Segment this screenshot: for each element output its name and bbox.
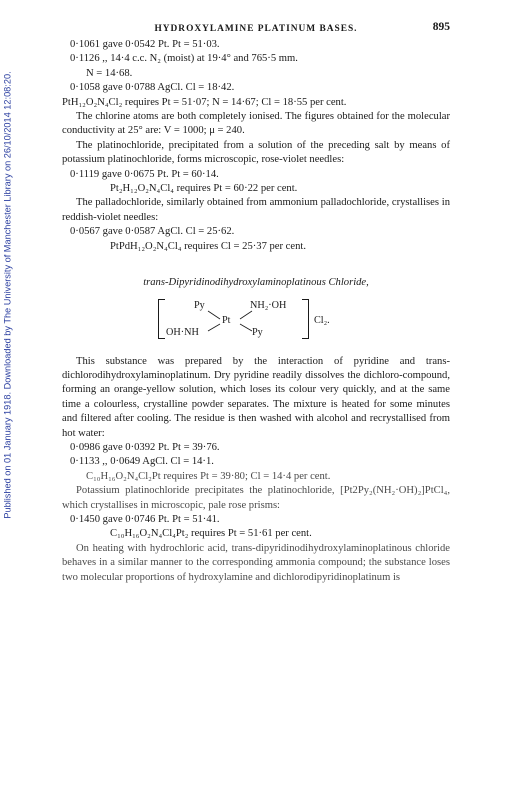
analysis-line: N = 14·68. bbox=[86, 67, 133, 79]
pyridine-top: Py bbox=[194, 299, 205, 311]
pyridine-bottom: Py bbox=[252, 326, 263, 338]
section-heading: trans-Dipyridinodihydroxylaminoplatinous Chloride, bbox=[143, 277, 369, 289]
paragraph: Potassium platinochloride precipitates the platinochloride, [Pt2Py₂(NH₂·OH)₂]PtCl₄, which crystallises in microscopic, pale rose prisms: bbox=[62, 485, 450, 511]
hydroxylamine-left: OH·NH bbox=[166, 326, 199, 338]
paragraph: The chlorine atoms are both completely ionised. The figures obtained for the molecular conductivity at 25° are: V = 1000; μ = 240. bbox=[62, 111, 450, 137]
analysis-line: 0·1058 gave 0·0788 AgCl. Cl = 18·42. bbox=[70, 82, 235, 94]
paragraph: On heating with hydrochloric acid, trans-dipyridinodihydroxylaminoplatinous chloride behaves in a similar manner to the corresponding ammonia compound; the substance loses two molecular proportions of hydroxylamine and dichlorodipyridinoplatinum is bbox=[62, 542, 450, 583]
analysis-line: 0·1133 ,, 0·0649 AgCl. Cl = 14·1. bbox=[70, 456, 214, 468]
hydroxylamine-right: NH₂·OH bbox=[250, 299, 287, 311]
paragraph: The platinochloride, precipitated from a solution of the preceding salt by means of potassium platinochloride, forms microscopic, rose-violet needles: bbox=[62, 139, 450, 166]
chloride-counterion: Cl₂. bbox=[314, 314, 330, 326]
formula-line: PtPdH₁₂O₂N₄Cl₄ requires Cl = 25·37 per cent. bbox=[110, 240, 306, 252]
analysis-line: 0·1119 gave 0·0675 Pt. Pt = 60·14. bbox=[70, 168, 219, 180]
platinum-center: Pt bbox=[222, 314, 231, 326]
formula-line: C₁₀H₁₆O₂N₄Cl₄Pt₂ requires Pt = 51·61 per cent. bbox=[110, 528, 312, 540]
paragraph: The palladochloride, similarly obtained from ammonium palladochloride, crystallises in reddish-violet needles: bbox=[62, 197, 450, 223]
running-title: HYDROXYLAMINE PLATINUM BASES. bbox=[154, 24, 358, 34]
paragraph: This substance was prepared by the interaction of pyridine and trans-dichlorodihydroxylaminoplatinum. Dry pyridine readily dissolves the dichloro-compound, forming an orange-yellow solution, which loses its colour very quickly, and at the same time a colourless, crystalline powder separates. The mixture is heated for some minutes and filtered after cooling. The residue is then washed with alcohol and recrystallised from hot water: bbox=[62, 355, 450, 439]
formula-line: Pt₂H₁₂O₂N₄Cl₄ requires Pt = 60·22 per cent. bbox=[110, 183, 298, 195]
page-number: 895 bbox=[432, 21, 450, 33]
formula-line: PtH₁₂O₂N₄Cl₂ requires Pt = 51·07; N = 14·67; Cl = 18·55 per cent. bbox=[62, 96, 347, 108]
running-header bbox=[62, 20, 450, 38]
analysis-line: 0·1126 ,, 14·4 c.c. N₂ (moist) at 19·4° and 765·5 mm. bbox=[70, 53, 298, 65]
analysis-line: 0·0986 gave 0·0392 Pt. Pt = 39·76. bbox=[70, 441, 220, 453]
analysis-line: 0·1450 gave 0·0746 Pt. Pt = 51·41. bbox=[70, 513, 220, 525]
download-watermark-text: Published on 01 January 1918. Downloaded by The University of Manchester Library on 26/10/2014 12:08:20. bbox=[3, 71, 13, 519]
analysis-line: 0·1061 gave 0·0542 Pt. Pt = 51·03. bbox=[70, 39, 220, 50]
download-watermark bbox=[2, 50, 14, 540]
formula-line: C₁₀H₁₆O₂N₄Cl₂Pt requires Pt = 39·80; Cl = 14·4 per cent. bbox=[86, 470, 331, 482]
journal-page bbox=[62, 20, 450, 585]
analysis-line: 0·0567 gave 0·0587 AgCl. Cl = 25·62. bbox=[70, 226, 235, 238]
structural-formula bbox=[62, 297, 450, 345]
